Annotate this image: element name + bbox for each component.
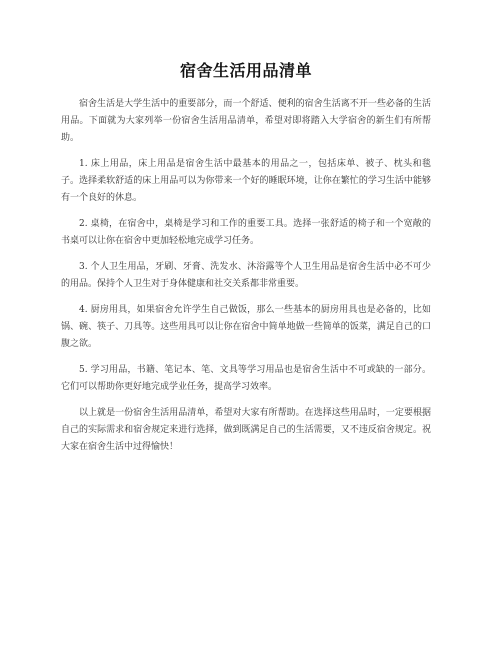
item-paragraph-kitchenware: 4. 厨房用具，如果宿舍允许学生自己做饭，那么一些基本的厨房用具也是必备的，比如锅、碗、筷子、刀具等。这些用具可以让你在宿舍中简单地做一些简单的饭菜，满足自己的口腹之欲。 (61, 305, 431, 349)
document-body (61, 96, 431, 456)
conclusion-paragraph: 以上就是一份宿舍生活用品清单，希望对大家有所帮助。在选择这些用品时，一定要根据自己的实际需求和宿舍规定来进行选择，做到既满足自己的生活需要，又不违反宿舍规定。祝大家在宿舍生活中过得愉快！ (61, 408, 431, 452)
item-paragraph-desk-chair: 2. 桌椅，在宿舍中，桌椅是学习和工作的重要工具。选择一张舒适的椅子和一个宽敞的书桌可以让你在宿舍中更加轻松地完成学习任务。 (61, 219, 431, 246)
item-paragraph-hygiene: 3. 个人卫生用品，牙刷、牙膏、洗发水、沐浴露等个人卫生用品是宿舍生活中必不可少的用品。保持个人卫生对于身体健康和社交关系都非常重要。 (61, 262, 431, 289)
intro-paragraph: 宿舍生活是大学生活中的重要部分，而一个舒适、便利的宿舍生活离不开一些必备的生活用品。下面就为大家列举一份宿舍生活用品清单，希望对即将踏入大学宿舍的新生们有所帮助。 (61, 99, 431, 143)
item-paragraph-bedding: 1. 床上用品，床上用品是宿舍生活中最基本的用品之一，包括床单、被子、枕头和毯子。选择柔软舒适的床上用品可以为你带来一个好的睡眠环境，让你在繁忙的学习生活中能够有一个良好的休息。 (61, 159, 431, 203)
document-title: 宿舍生活用品清单 (179, 61, 312, 80)
item-paragraph-study-supplies: 5. 学习用品，书籍、笔记本、笔、文具等学习用品也是宿舍生活中不可或缺的一部分。它们可以帮助你更好地完成学业任务，提高学习效率。 (61, 365, 431, 392)
